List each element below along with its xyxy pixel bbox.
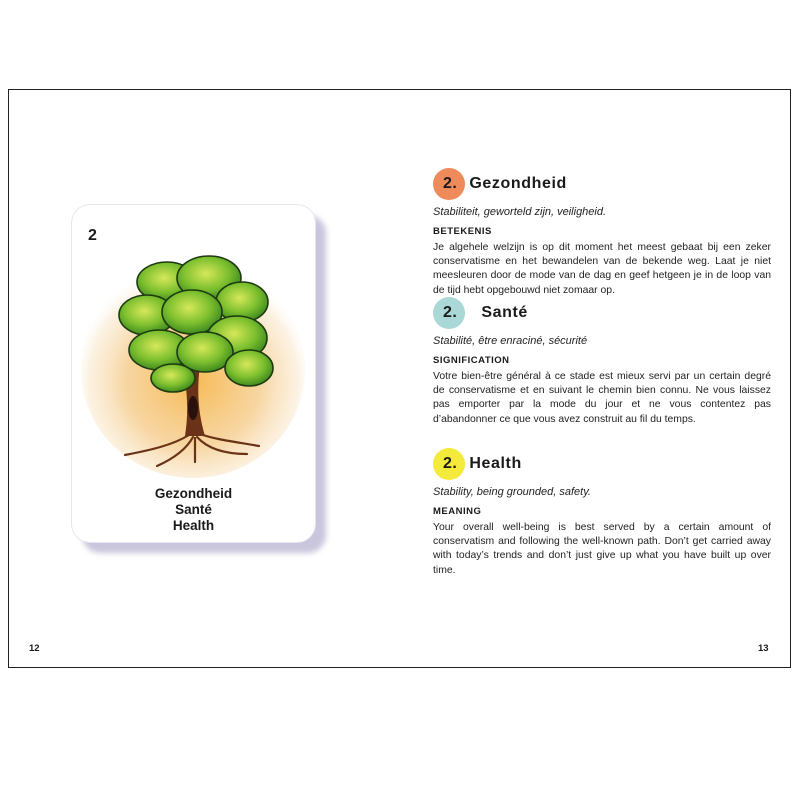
section-heading [433,297,771,329]
section-number: 2. [443,455,458,472]
section-subtitle: Stabiliteit, geworteld zijn, veiligheid. [433,206,607,218]
card-number: 2 [88,227,97,244]
section-heading [433,448,771,480]
section-body: Your overall well-being is best served by a certain amount of conservatism and following the well-known path. Don’t get carried away with today’s trends and don’t just give up what you have built up over time. [433,522,771,576]
section-subtitle: Stability, being grounded, safety. [433,486,591,498]
section-label: BETEKENIS [433,226,492,237]
section-body: Je algehele welzijn is op dit moment het meest gebaat bij een zeker conservatisme en het bewandelen van de bekende weg. Laat je niet meesleuren door de mode van de dag en geef hetgeen je in de loop van de tijd hebt opgebouwd niet zomaar op. [433,242,771,296]
section-body: Votre bien-être général à ce stade est mieux servi par un certain degré de conservatisme et en suivant le chemin bien connu. Ne vous laissez pas emporter par la mode du jour et ne vous contentez pas d’abandonner ce que vous avez construit au fil du temps. [433,371,771,425]
card-name-french: Santé [175,502,212,517]
section-heading [433,168,771,200]
card-names [72,486,315,534]
section-number: 2. [443,304,458,321]
section-title: Gezondheid [469,175,567,192]
section-english [433,448,771,578]
tarot-card [72,205,315,542]
section-subtitle: Stabilité, être enraciné, sécurité [433,335,588,347]
section-title: Santé [481,304,528,321]
section-label: MEANING [433,506,482,517]
card-name-english: Health [172,518,215,533]
section-title: Health [469,455,522,472]
page-number-left: 12 [29,643,40,654]
section-french [433,297,771,427]
section-label: SIGNIFICATION [433,355,510,366]
section-dutch [433,168,771,298]
page-number-right: 13 [758,643,769,654]
tree-illustration [77,240,309,480]
section-number: 2. [443,175,458,192]
card-name-dutch: Gezondheid [154,486,233,501]
